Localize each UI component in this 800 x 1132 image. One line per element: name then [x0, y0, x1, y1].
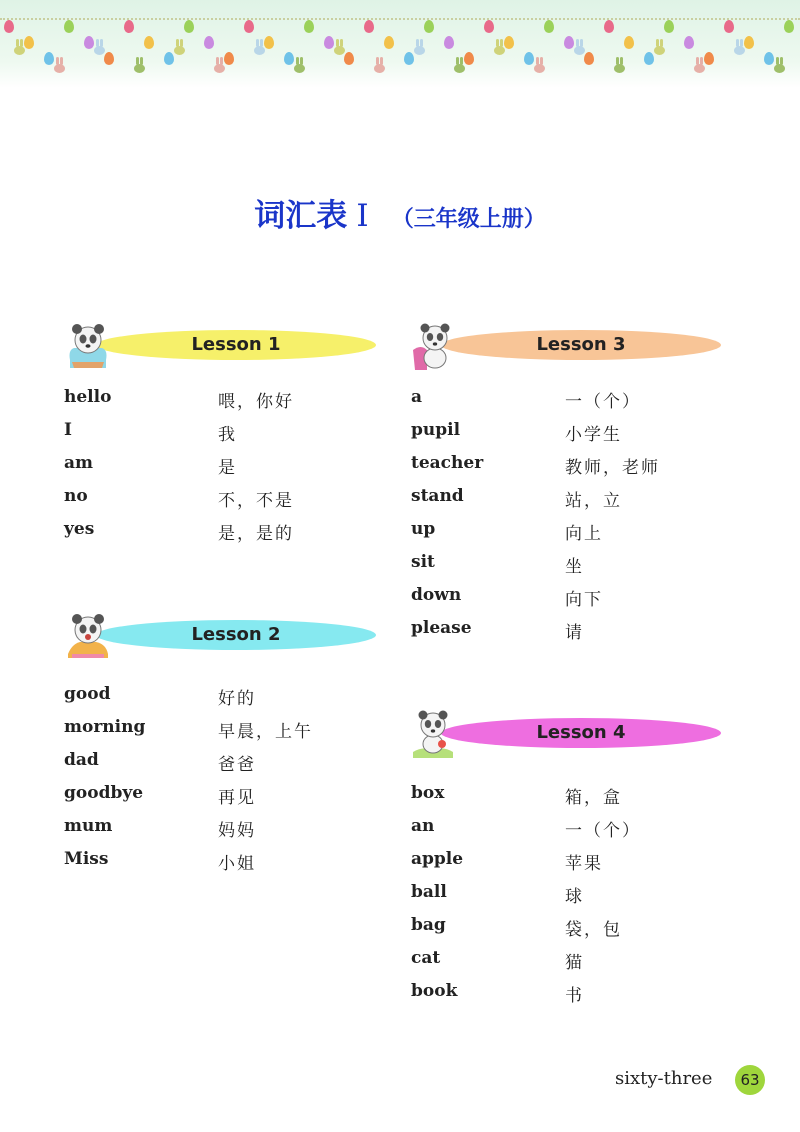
easter-egg-icon	[584, 52, 594, 65]
easter-egg-icon	[544, 20, 554, 33]
word-chinese: 是，是的	[218, 524, 294, 544]
word-english: book	[411, 981, 458, 1001]
word-english: up	[411, 519, 436, 539]
easter-egg-icon	[184, 20, 194, 33]
bunny-icon	[214, 64, 225, 73]
bunny-icon	[654, 46, 665, 55]
easter-egg-icon	[624, 36, 634, 49]
border-garland-line	[0, 8, 800, 20]
bunny-icon	[494, 46, 505, 55]
word-english: good	[64, 684, 111, 704]
word-english: please	[411, 618, 472, 638]
easter-egg-icon	[744, 36, 754, 49]
easter-egg-icon	[104, 52, 114, 65]
word-english: an	[411, 816, 435, 836]
word-english: sit	[411, 552, 435, 572]
lesson-1-label: Lesson 1	[191, 334, 281, 355]
word-chinese: 教师，老师	[565, 458, 660, 478]
page-number-word: sixty-three	[615, 1068, 713, 1089]
easter-egg-icon	[444, 36, 454, 49]
word-english: stand	[411, 486, 464, 506]
word-english: cat	[411, 948, 441, 968]
word-english: I	[64, 420, 72, 440]
word-english: hello	[64, 387, 112, 407]
easter-egg-icon	[304, 20, 314, 33]
bunny-icon	[574, 46, 585, 55]
word-english: goodbye	[64, 783, 144, 803]
easter-egg-icon	[484, 20, 494, 33]
bunny-icon	[134, 64, 145, 73]
title-subtitle: （三年级上册）	[391, 207, 546, 232]
word-chinese: 好的	[218, 689, 256, 709]
easter-egg-icon	[84, 36, 94, 49]
easter-egg-icon	[664, 20, 674, 33]
word-english: mum	[64, 816, 113, 836]
word-chinese: 请	[565, 623, 584, 643]
easter-egg-icon	[604, 20, 614, 33]
easter-egg-icon	[164, 52, 174, 65]
word-chinese: 小姐	[218, 854, 256, 874]
word-chinese: 不，不是	[218, 491, 294, 511]
easter-egg-icon	[64, 20, 74, 33]
easter-egg-icon	[724, 20, 734, 33]
word-english: apple	[411, 849, 464, 869]
easter-egg-icon	[424, 20, 434, 33]
easter-egg-icon	[4, 20, 14, 33]
word-chinese: 球	[565, 887, 584, 907]
bunny-icon	[414, 46, 425, 55]
easter-egg-icon	[384, 36, 394, 49]
word-chinese: 袋，包	[565, 920, 622, 940]
easter-egg-icon	[124, 20, 134, 33]
page-number-badge: 63	[735, 1065, 765, 1095]
word-chinese: 箱，盒	[565, 788, 622, 808]
word-chinese: 一（个）	[565, 821, 641, 841]
word-chinese: 我	[218, 425, 237, 445]
lesson-3-label: Lesson 3	[536, 334, 626, 355]
word-english: a	[411, 387, 423, 407]
word-chinese: 猫	[565, 953, 584, 973]
word-chinese: 向下	[565, 590, 603, 610]
bunny-icon	[734, 46, 745, 55]
word-chinese: 一（个）	[565, 392, 641, 412]
easter-egg-icon	[144, 36, 154, 49]
easter-egg-icon	[404, 52, 414, 65]
word-english: teacher	[411, 453, 484, 473]
easter-egg-icon	[284, 52, 294, 65]
word-english: down	[411, 585, 462, 605]
word-english: yes	[64, 519, 95, 539]
word-english: pupil	[411, 420, 461, 440]
word-english: Miss	[64, 849, 109, 869]
word-chinese: 是	[218, 458, 237, 478]
easter-egg-icon	[764, 52, 774, 65]
easter-egg-icon	[644, 52, 654, 65]
word-english: box	[411, 783, 445, 803]
word-english: dad	[64, 750, 99, 770]
word-chinese: 向上	[565, 524, 603, 544]
bunny-icon	[614, 64, 625, 73]
easter-egg-icon	[204, 36, 214, 49]
lesson-3-header	[405, 320, 735, 368]
title-main: 词汇表	[254, 198, 348, 234]
easter-egg-icon	[504, 36, 514, 49]
bunny-icon	[174, 46, 185, 55]
bunny-icon	[94, 46, 105, 55]
bunny-icon	[54, 64, 65, 73]
word-chinese: 再见	[218, 788, 256, 808]
lesson-4-header	[405, 708, 735, 756]
lesson-4-label: Lesson 4	[536, 722, 626, 743]
easter-egg-icon	[244, 20, 254, 33]
easter-egg-icon	[224, 52, 234, 65]
lesson-2-label: Lesson 2	[191, 624, 281, 645]
word-chinese: 坐	[565, 557, 584, 577]
word-chinese: 小学生	[565, 425, 622, 445]
bunny-icon	[334, 46, 345, 55]
easter-egg-icon	[44, 52, 54, 65]
word-english: morning	[64, 717, 146, 737]
bunny-icon	[294, 64, 305, 73]
word-chinese: 妈妈	[218, 821, 256, 841]
easter-border-decoration	[0, 0, 800, 88]
easter-egg-icon	[264, 36, 274, 49]
easter-egg-icon	[24, 36, 34, 49]
page-title	[0, 190, 800, 235]
bunny-icon	[534, 64, 545, 73]
word-english: am	[64, 453, 94, 473]
bunny-icon	[694, 64, 705, 73]
easter-egg-icon	[324, 36, 334, 49]
word-english: bag	[411, 915, 446, 935]
easter-egg-icon	[564, 36, 574, 49]
easter-egg-icon	[704, 52, 714, 65]
word-chinese: 爸爸	[218, 755, 256, 775]
easter-egg-icon	[344, 52, 354, 65]
word-english: no	[64, 486, 88, 506]
easter-egg-icon	[364, 20, 374, 33]
lesson-2-header	[60, 610, 390, 658]
word-chinese: 早晨，上午	[218, 722, 313, 742]
bunny-icon	[254, 46, 265, 55]
easter-egg-icon	[524, 52, 534, 65]
word-chinese: 书	[565, 986, 584, 1006]
word-chinese: 站，立	[565, 491, 622, 511]
lesson-1-header	[60, 320, 390, 368]
word-english: ball	[411, 882, 447, 902]
bunny-icon	[374, 64, 385, 73]
bunny-icon	[454, 64, 465, 73]
word-chinese: 喂，你好	[218, 392, 294, 412]
easter-egg-icon	[784, 20, 794, 33]
easter-egg-icon	[464, 52, 474, 65]
title-volume-numeral: Ⅰ	[356, 198, 369, 234]
word-chinese: 苹果	[565, 854, 603, 874]
bunny-icon	[774, 64, 785, 73]
bunny-icon	[14, 46, 25, 55]
easter-egg-icon	[684, 36, 694, 49]
